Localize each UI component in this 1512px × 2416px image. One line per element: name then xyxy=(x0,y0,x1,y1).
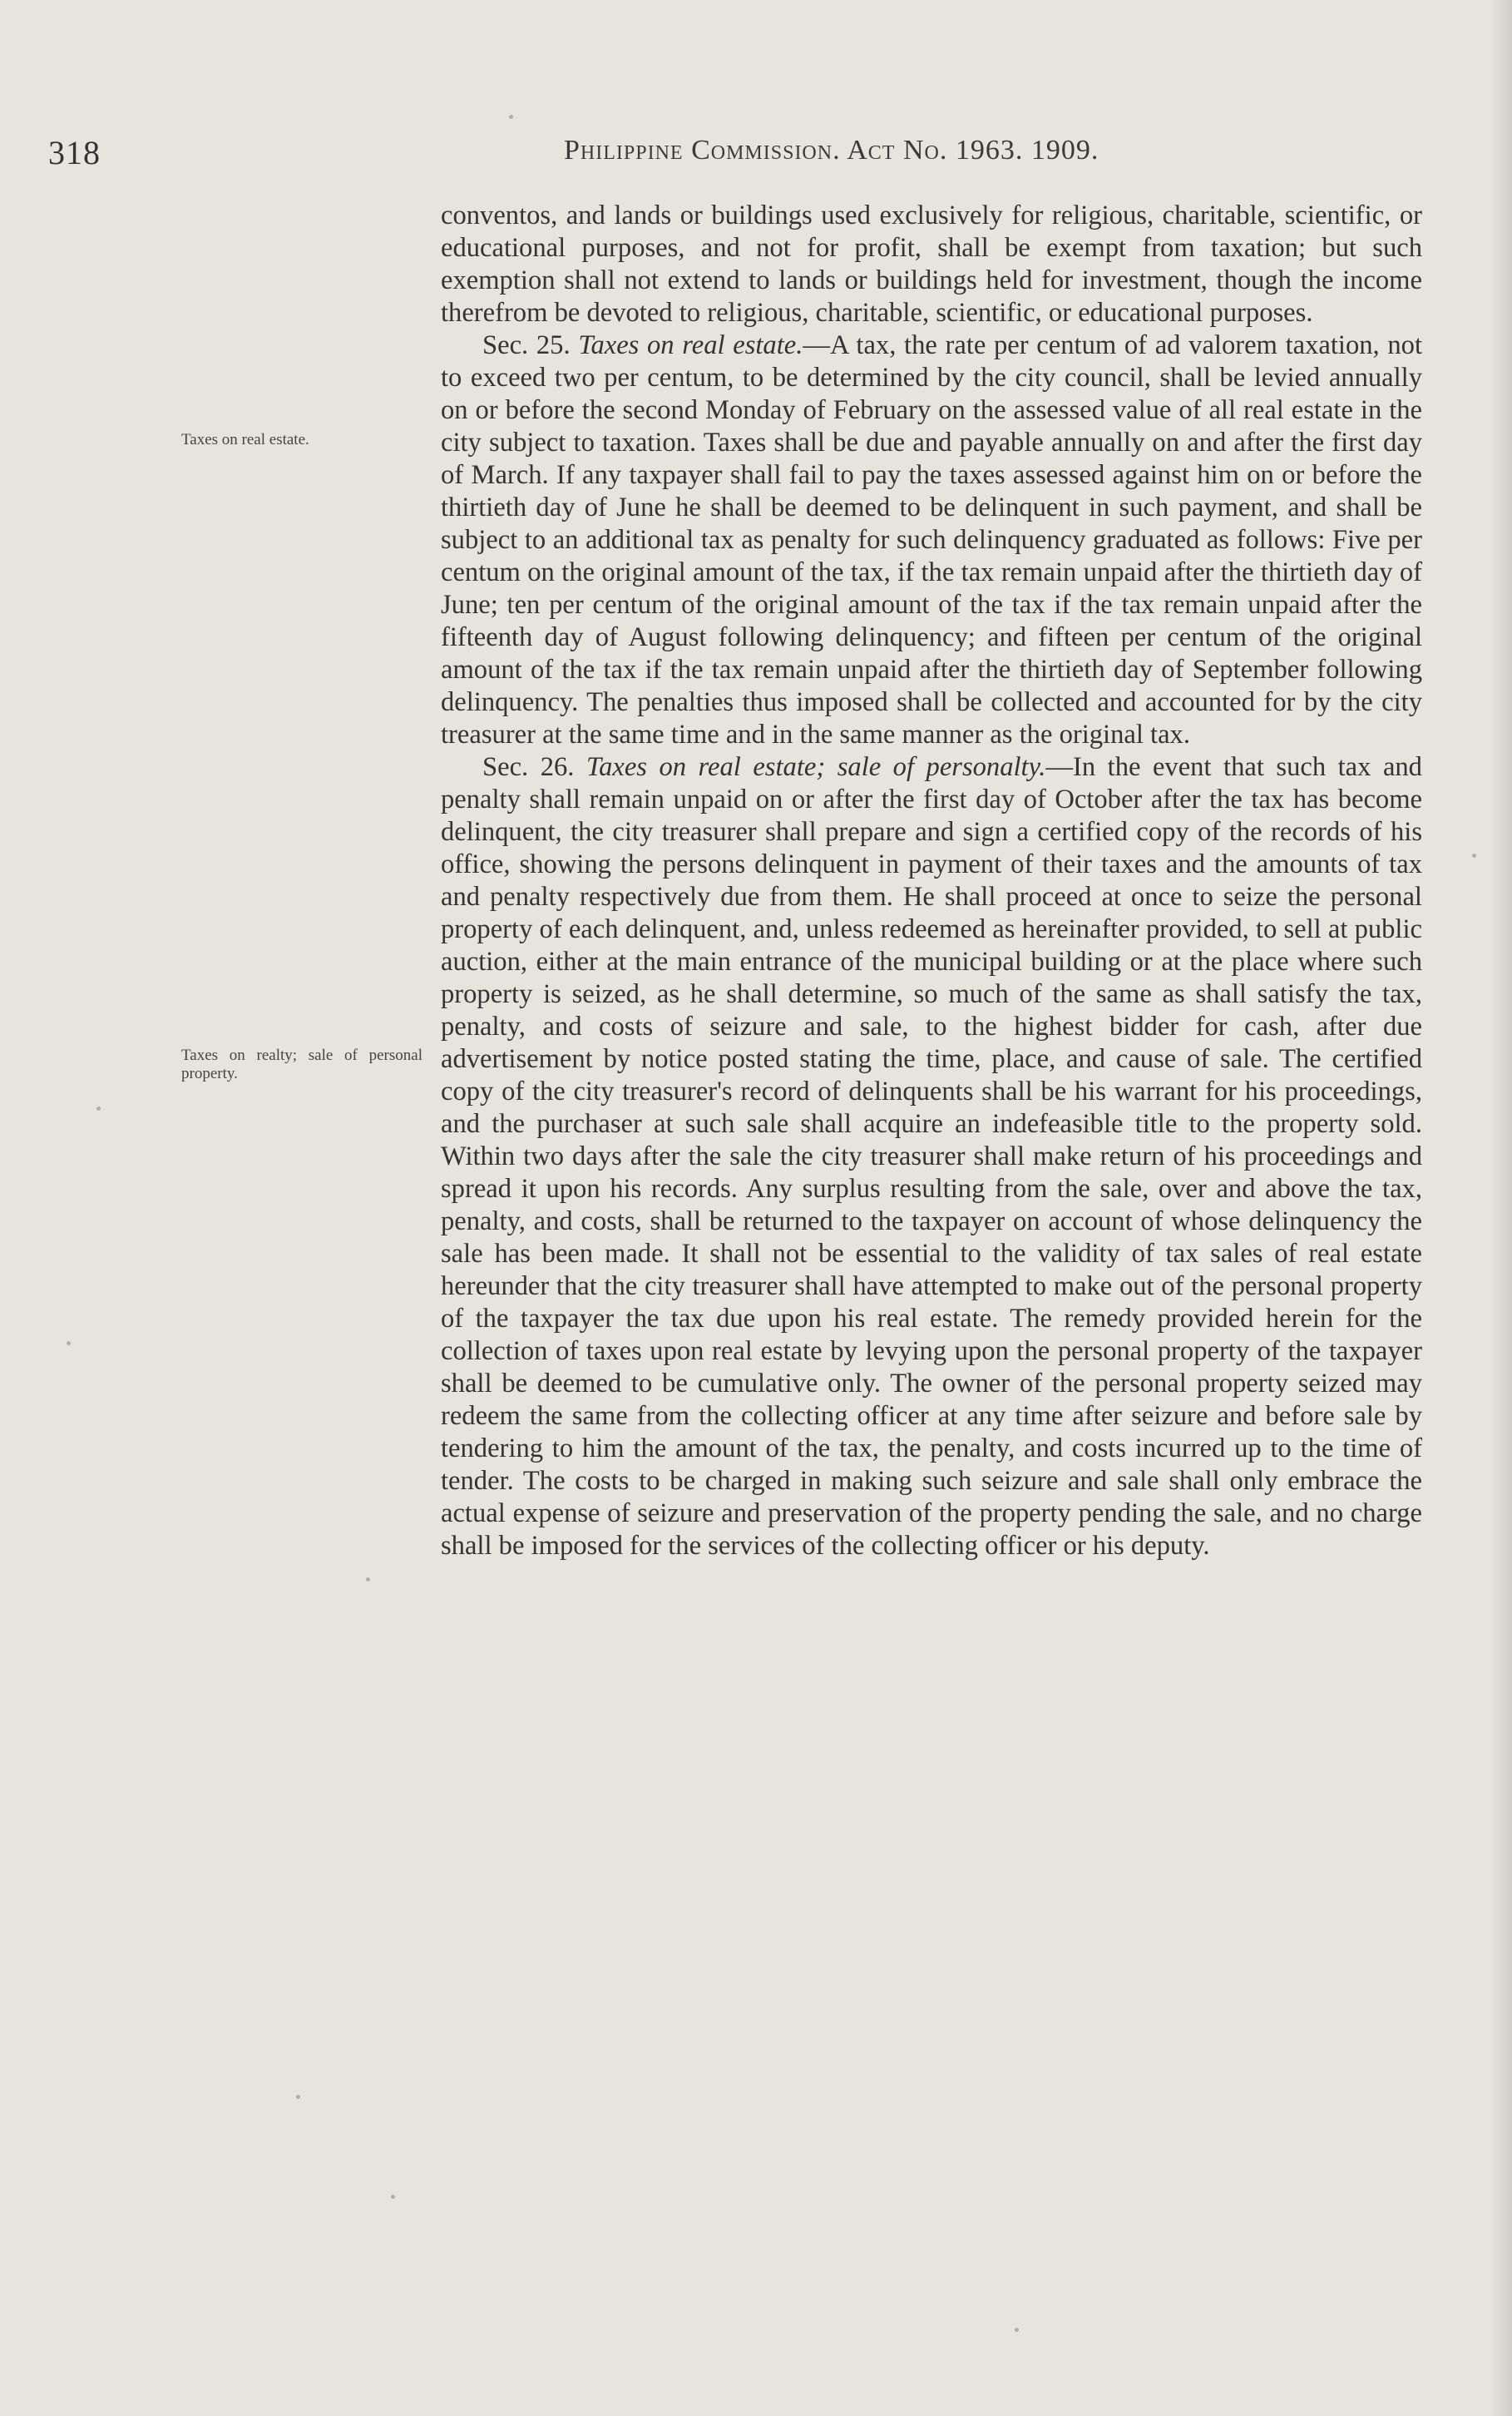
page-number: 318 xyxy=(48,134,101,171)
scan-speck xyxy=(1472,854,1476,858)
scan-speck xyxy=(67,1341,71,1345)
section-25-text: —A tax, the rate per centum of ad valorem taxation, not to exceed two per centum, to be determined by the city council, shall be levied annually on or before the second Monday of February on the assessed value of all real estate in the city subject to taxation. Taxes shall be due and payable annually on and after the first day of March. If any taxpayer shall fail to pay the taxes assessed against him on or before the thirtieth day of June he shall be deemed to be delinquent in such payment, and shall be subject to an additional tax as penalty for such delinquency graduated as follows: Five per centum on the original amount of the tax, if the tax remain unpaid after the thirtieth day of June; ten per centum of the original amount of the tax if the tax remain unpaid after the fifteenth day of August following delinquency; and fifteen per centum of the original amount of the tax if the tax remain unpaid after the thirtieth day of September following delinquency. The penalties thus imposed shall be collected and accounted for by the city treasurer at the same time and in the same manner as the original tax. xyxy=(441,330,1422,750)
section-26-text: —In the event that such tax and penalty shall remain unpaid on or after the first day of October after the tax has become delinquent, the city treasurer shall prepare and sign a certified copy of the records of his office, showing the persons delinquent in payment of their taxes and the amounts of tax and penalty respectively due from them. He shall proceed at once to seize the personal property of each delinquent, and, unless redeemed as hereinafter provided, to sell at public auction, either at the main entrance of the municipal building or at the place where such property is seized, as he shall determine, so much of the same as shall satisfy the tax, penalty, and costs of seizure and sale, to the highest bidder for cash, after due advertisement by notice posted stating the time, place, and cause of sale. The certified copy of the city treasurer's record of delinquents shall be his warrant for his proceedings, and the purchaser at such sale shall acquire an indefeasible title to the property sold. Within two days after the sale the city treasurer shall make return of his proceedings and spread it upon his records. Any surplus resulting from the sale, over and above the tax, penalty, and costs, shall be returned to the taxpayer on account of whose delinquency the sale has been made. It shall not be essential to the validity of tax sales of real estate hereunder that the city treasurer shall have attempted to make out of the personal property of the taxpayer the tax due upon his real estate. The remedy provided herein for the collection of taxes upon real estate by levying upon the personal property of the taxpayer shall be deemed to be cumulative only. The owner of the personal property seized may redeem the same from the collecting officer at any time after seizure and before sale by tendering to him the amount of the tax, the penalty, and costs incurred up to the time of tender. The costs to be charged in making such seizure and sale shall only embrace the actual expense of seizure and preservation of the property pending the sale, and no charge shall be imposed for the services of the collecting officer or his deputy. xyxy=(441,752,1422,1561)
paragraph-continuation: conventos, and lands or buildings used exclusively for religious, charitable, scientific, or educational purposes, and not for profit, shall be exempt from taxation; but such exemption shall not extend to lands or buildings held for investment, though the income therefrom be devoted to religious, charitable, scientific, or educational purposes. xyxy=(441,201,1422,328)
scan-speck xyxy=(391,2195,395,2199)
margin-note-sale-personal-property: Taxes on realty; sale of personal property. xyxy=(181,1047,422,1082)
page-header xyxy=(48,133,1312,175)
scan-speck xyxy=(509,115,513,119)
section-26-label: Sec. 26. xyxy=(482,752,575,782)
section-25 xyxy=(441,329,1422,751)
section-26 xyxy=(441,751,1422,1562)
scan-speck xyxy=(96,1107,101,1111)
page-edge-shadow xyxy=(1490,0,1512,2416)
scan-speck xyxy=(296,2095,300,2099)
running-head: Philippine Commission. Act No. 1963. 1909. xyxy=(564,135,1099,166)
section-25-label: Sec. 25. xyxy=(482,330,571,360)
body-text xyxy=(441,200,1422,1562)
scan-speck xyxy=(366,1577,370,1582)
section-26-title: Taxes on real estate; sale of personalty. xyxy=(586,752,1046,782)
section-25-title: Taxes on real estate. xyxy=(578,330,803,360)
margin-note-taxes-real-estate: Taxes on real estate. xyxy=(181,431,309,448)
scan-speck xyxy=(1015,2328,1019,2332)
